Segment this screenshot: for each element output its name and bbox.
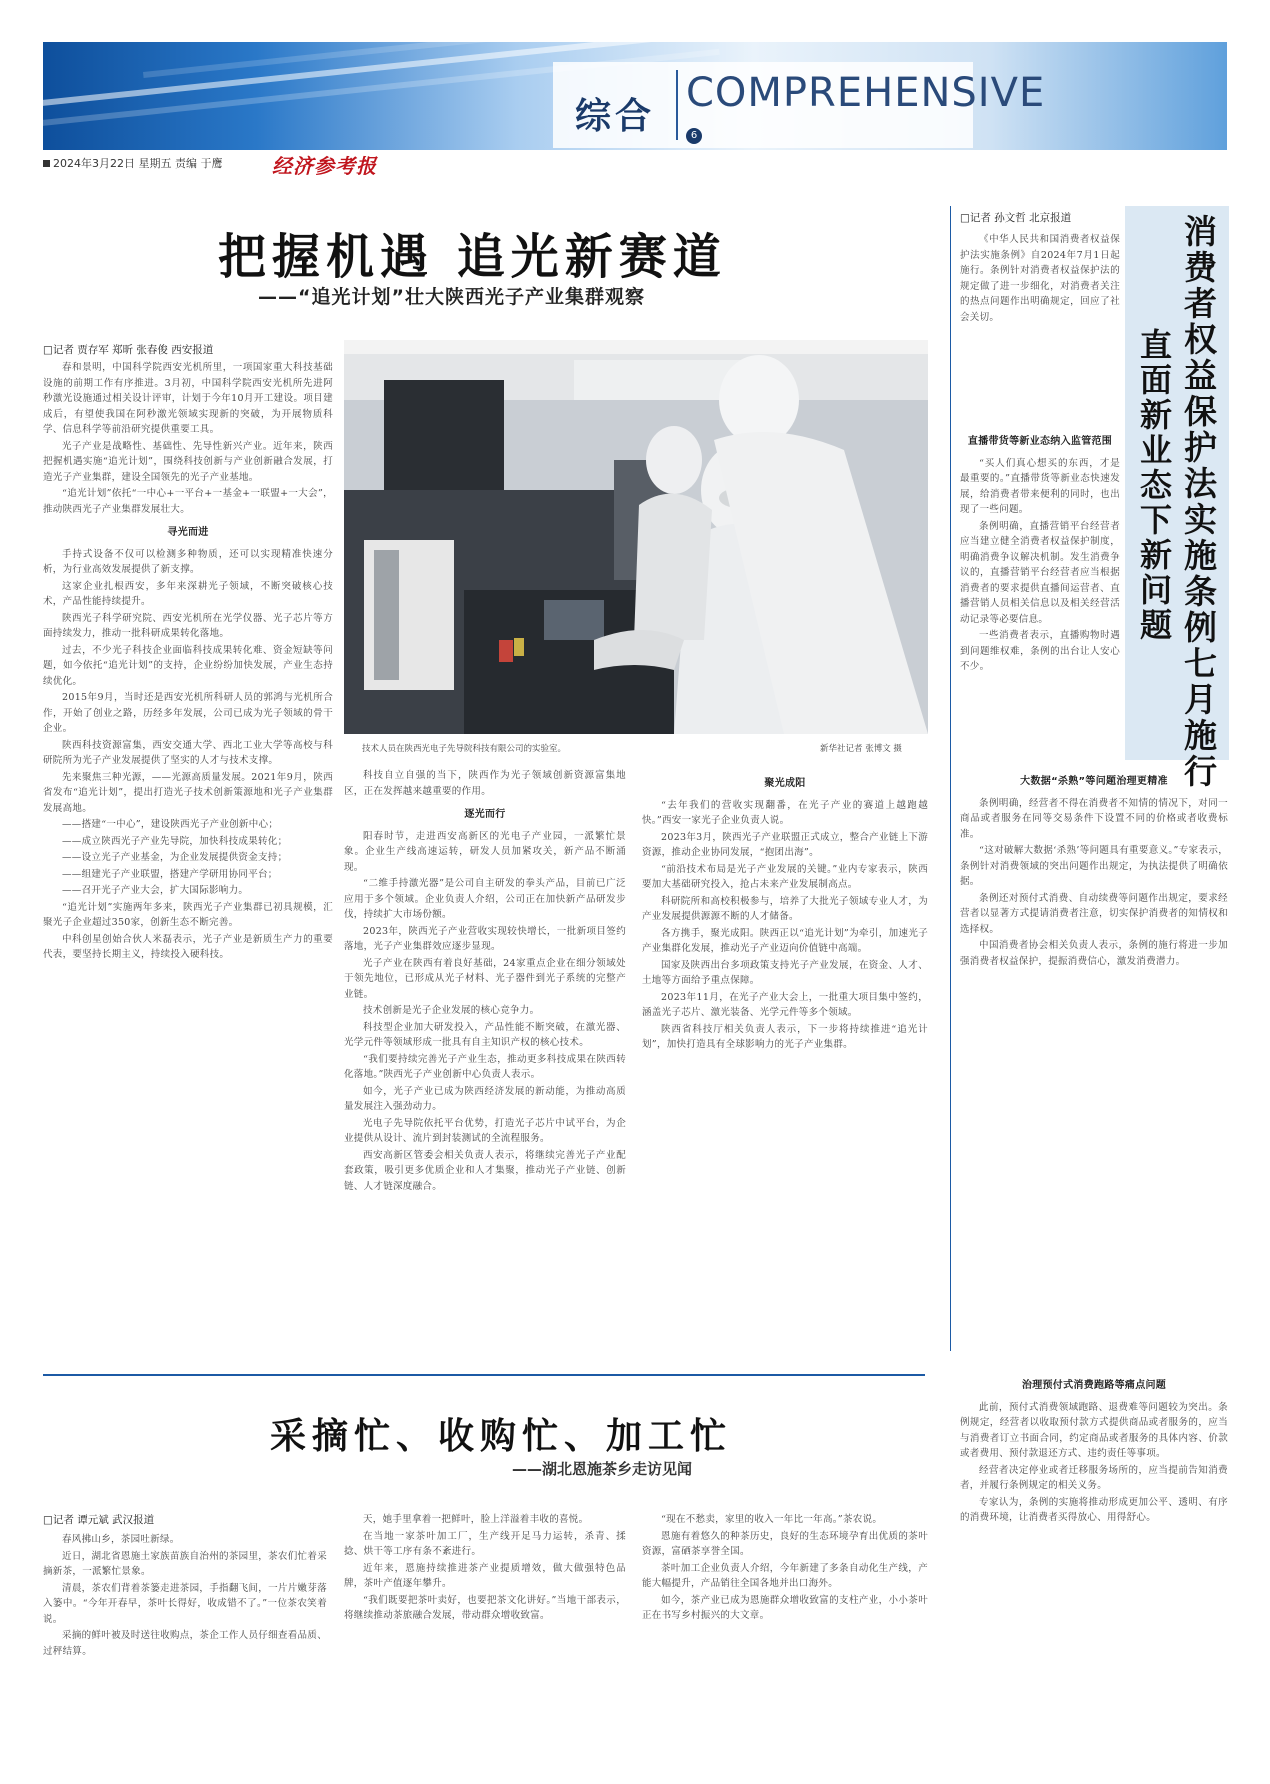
section-heading: 治理预付式消费跑路等痛点问题 xyxy=(1021,1380,1167,1391)
lead-column-2: 科技自立自强的当下，陕西作为光子领域创新资源富集地区，正在发挥越来越重要的作用。 逐光而行 阳春时节，走进西安高新区的光电子产业园，一派繁忙景象。企业生产线高速运转，研发人员加紧攻关，新产品不断涌现。 “二维手持激光器”是公司自主研发的拳头产品，目前已广泛应用于多个领域。企业负责人介绍，公司正在加快新产品研发步伐，持续扩大市场份额。 2023年，陕西光子产业营收实现较快增长，一批新项目签约落地，光子产业集群效应逐步显现。 光子产业在陕西有着良好基础，24家重点企业在细分领域处于领先地位，已形成从光子材料、光子器件到光子系统的完整产业链。 技术创新是光子企业发展的核心竞争力。 科技型企业加大研发投入，产品性能不断突破，在激光器、光学元件等领域形成一批具有自主知识产权的核心技术。 “我们要持续完善光子产业生态，推动更多科技成果在陕西转化落地。”陕西光子产业创新中心负责人表示。 如今，光子产业已成为陕西经济发展的新动能，为推动高质量发展注入强劲动力。 光电子先导院依托平台优势，打造光子芯片中试平台，为企业提供从设计、流片到封装测试的全流程服务。 西安高新区管委会相关负责人表示，将继续完善光子产业配套政策，吸引更多优质企业和人才集聚，推动光子产业链、创新链、人才链深度融合。 xyxy=(344,770,626,1192)
section-heading: 寻光而进 xyxy=(167,527,209,538)
section-heading: 直播带货等新业态纳入监管范围 xyxy=(967,436,1113,447)
sidebar-divider xyxy=(950,206,951,1351)
section-heading: 聚光成阳 xyxy=(764,778,806,789)
sidebar-column-3: 治理预付式消费跑路等痛点问题 此前，预付式消费领域跑路、退费难等问题较为突出。条例规定，经营者以收取预付款方式提供商品或者服务的，应当与消费者订立书面合同，约定商品或者服务的具体内容、价款或者费用、预付款退还方式、违约责任等事项。 经营者决定停业或者迁移服务场所的，应当提前告知消费者，并履行条例规定的相关义务。 专家认为，条例的实施将推动形成更加公平、透明、有序的消费环境，让消费者买得放心、用得舒心。 xyxy=(960,1380,1228,1523)
sidebar-subheadline: 直面新业态下新问题 xyxy=(1135,328,1173,643)
lower-column-1: 春风拂山乡，茶园吐新绿。 近日，湖北省恩施土家族苗族自治州的茶园里，茶农们忙着采摘新茶，一派繁忙景象。 清晨，茶农们背着茶篓走进茶园，手指翻飞间，一片片嫩芽落入篓中。“今年开春早，茶叶长得好，收成错不了。”一位茶农笑着说。 采摘的鲜叶被及时送往收购点，茶企工作人员仔细查看品质、过秤结算。 xyxy=(43,1534,327,1657)
sidebar-column-2: 大数据“杀熟”等问题治理更精准 条例明确，经营者不得在消费者不知情的情况下，对同一商品或者服务在同等交易条件下设置不同的价格或者收费标准。 “这对破解大数据‘杀熟’等问题具有重要意义。”专家表示，条例针对消费领域的突出问题作出规定，为执法提供了明确依据。 条例还对预付式消费、自动续费等问题作出规定，要求经营者以显著方式提请消费者注意，切实保护消费者的知情权和选择权。 中国消费者协会相关负责人表示，条例的施行将进一步加强消费者权益保护，提振消费信心，激发消费潜力。 xyxy=(960,776,1228,967)
section-name: 综合 xyxy=(575,95,656,137)
section-divider-line xyxy=(43,1374,925,1376)
lower-column-3: “现在不愁卖，家里的收入一年比一年高。”茶农说。 恩施有着悠久的种茶历史，良好的生态环境孕育出优质的茶叶资源，富硒茶享誉全国。 茶叶加工企业负责人介绍，今年新建了多条自动化生产线，产能大幅提升，产品销往全国各地并出口海外。 如今，茶产业已成为恩施群众增收致富的支柱产业，小小茶叶正在书写乡村振兴的大文章。 xyxy=(642,1514,928,1621)
sidebar-intro: 《中华人民共和国消费者权益保护法实施条例》自2024年7月1日起施行。条例针对消费者权益保护法的规定做了进一步细化，对消费者关注的热点问题作出明确规定，回应了社会关切。 xyxy=(960,234,1120,323)
sidebar-column-1: 直播带货等新业态纳入监管范围 “买人们真心想买的东西，才是最重要的。”直播带货等新业态快速发展，给消费者带来便利的同时，也出现了一些问题。 条例明确，直播营销平台经营者应当建立健全消费者权益保护制度，明确消费争议解决机制。发生消费争议的，直播营销平台经营者应当根据消费者的要求提供直播间运营者、直播营销人员相关信息以及相关经营活动记录等必要信息。 一些消费者表示，直播购物时遇到问题维权难，条例的出台让人安心不少。 xyxy=(960,436,1120,672)
lower-column-2: 天，她手里拿着一把鲜叶，脸上洋溢着丰收的喜悦。 在当地一家茶叶加工厂，生产线开足马力运转，杀青、揉捻、烘干等工序有条不紊进行。 近年来，恩施持续推进茶产业提质增效，做大做强特色品牌，茶叶产值逐年攀升。 “我们既要把茶叶卖好，也要把茶文化讲好。”当地干部表示，将继续推动茶旅融合发展，带动群众增收致富。 xyxy=(344,1514,626,1621)
lower-headline: 采摘忙、收购忙、加工忙 xyxy=(270,1415,733,1457)
photo-credit: 新华社记者 张博文 摄 xyxy=(820,744,902,754)
sidebar-headline: 消费者权益保护法实施条例七月施行 xyxy=(1179,214,1218,790)
dateline: 2024年3月22日 星期五 责编 于鹰 xyxy=(43,155,222,171)
lead-headline: 把握机遇 追光新赛道 xyxy=(218,229,727,285)
lead-column-3: 聚光成阳 “去年我们的营收实现翻番，在光子产业的赛道上越跑越快。”西安一家光子企业负责人说。 2023年3月，陕西光子产业联盟正式成立，整合产业链上下游资源，推动企业协同发展，“抱团出海”。 “前沿技术布局是光子产业发展的关键。”业内专家表示，陕西要加大基础研究投入，抢占未来产业发展制高点。 科研院所和高校积极参与，培养了大批光子领域专业人才，为产业发展提供源源不断的人才储备。 各方携手，聚光成阳。陕西正以“追光计划”为牵引，加速光子产业集群化发展，推动光子产业迈向价值链中高端。 国家及陕西出台多项政策支持光子产业发展，在资金、人才、土地等方面给予重点保障。 2023年11月，在光子产业大会上，一批重大项目集中签约，涵盖光子芯片、激光装备、光学元件等多个领域。 陕西省科技厅相关负责人表示，下一步将持续推进“追光计划”，加快打造具有全球影响力的光子产业集群。 xyxy=(642,778,928,1050)
lower-byline: □记者 谭元斌 武汉报道 xyxy=(43,1514,155,1526)
sidebar-byline: □记者 孙文哲 北京报道 xyxy=(960,212,1072,224)
section-divider xyxy=(676,70,678,140)
lower-subheadline: ——湖北恩施茶乡走访见闻 xyxy=(512,1460,693,1478)
section-heading: 大数据“杀熟”等问题治理更精准 xyxy=(1020,776,1168,787)
lead-column-1: 春和景明，中国科学院西安光机所里，一项国家重大科技基础设施的前期工作有序推进。3月初，中国科学院西安光机所先进阿秒激光设施通过相关设计评审，计划于今年10月开工建设。项目建成后，有望使我国在阿秒激光领域实现新的突破，为开展物质科学、信息科学等前沿研究提供重要工具。 光子产业是战略性、基础性、先导性新兴产业。近年来，陕西把握机遇实施“追光计划”，围绕科技创新与产业创新融合发展，打造光子产业集群，建设全国领先的光子产业基地。 “追光计划”依托“一中心+一平台+一基金+一联盟+一大会”，推动陕西光子产业集群发展壮大。 寻光而进 手持式设备不仅可以检测多种物质，还可以实现精准快速分析，为行业高效发展提供了新支撑。 这家企业扎根西安，多年来深耕光子领域，不断突破核心技术，产品性能持续提升。 陕西光子科学研究院、西安光机所在光学仪器、光子芯片等方面持续发力，推动一批科研成果转化落地。 过去，不少光子科技企业面临科技成果转化难、资金短缺等问题，如今依托“追光计划”的支持，企业纷纷加快发展，产业生态持续优化。 2015年9月，当时还是西安光机所科研人员的郭鸿与光机所合作，开始了创业之路，历经多年发展，公司已成为光子领域的骨干企业。 陕西科技资源富集，西安交通大学、西北工业大学等高校与科研院所为光子产业发展提供了坚实的人才与技术支撑。 先来聚焦三种光源，——光源高质量发展。2021年9月，陕西省发布“追光计划”，提出打造光子技术创新策源地和光子产业集群发展高地。 ——搭建“一中心”，建设陕西光子产业创新中心； ——成立陕西光子产业先导院，加快科技成果转化； ——设立光子产业基金，为企业发展提供资金支持； ——组建光子产业联盟，搭建产学研用协同平台； ——召开光子产业大会，扩大国际影响力。 “追光计划”实施两年多来，陕西光子产业集群已初具规模，汇聚光子企业超过350家，创新生态不断完善。 中科创星创始合伙人米磊表示，光子产业是新质生产力的重要代表，要坚持长期主义，持续投入硬科技。 xyxy=(43,362,333,960)
lead-subheadline: ——“追光计划”壮大陕西光子产业集群观察 xyxy=(258,286,645,308)
photo-caption: 技术人员在陕西光电子先导院科技有限公司的实验室。 xyxy=(362,744,567,754)
lead-byline: □记者 贾存军 郑昕 张春俊 西安报道 xyxy=(43,344,214,356)
paper-logo: 经济参考报 xyxy=(272,154,377,178)
page-number: 6 xyxy=(686,128,702,144)
section-heading: 逐光而行 xyxy=(464,809,506,820)
section-name-en: COMPREHENSIVE xyxy=(686,70,1046,116)
lab-photo xyxy=(344,340,928,734)
